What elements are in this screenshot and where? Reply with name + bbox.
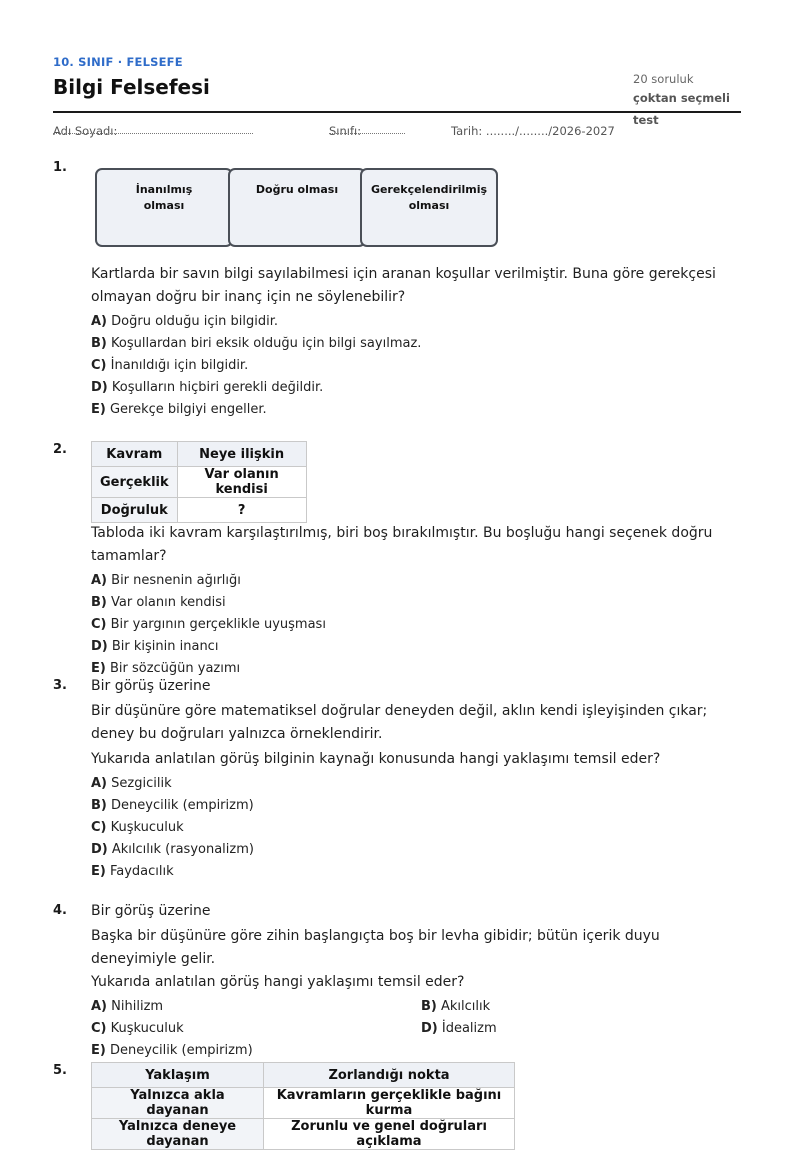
question-passage: Başka bir düşünüre göre zihin başlangıçta boş bir levha gibidir; bütün içerik duyu deneyimiyle gelir. <box>91 928 660 967</box>
question-number: 1. <box>53 160 67 175</box>
question-stem: Yukarıda anlatılan görüş bilginin kaynağı konusunda hangi yaklaşımı temsil eder? <box>91 751 661 767</box>
table-cell: Zorunlu ve genel doğruları açıklama <box>264 1119 515 1150</box>
question-stem: Tabloda iki kavram karşılaştırılmış, biri boş bırakılmıştır. Bu boşluğu hangi seçenek doğru tamamlar? <box>91 525 713 564</box>
option-a[interactable]: A) Bir nesnenin ağırlığı <box>91 573 241 588</box>
table-cell: Yalnızca deneye dayanan <box>92 1119 264 1150</box>
card-truth <box>228 168 366 247</box>
option-b[interactable]: B) Koşullardan biri eksik olduğu için bilgi sayılmaz. <box>91 336 422 351</box>
concept-table <box>91 441 307 523</box>
answer-options <box>91 311 741 421</box>
option-d[interactable]: D) Koşulların hiçbiri gerekli değildir. <box>91 380 324 395</box>
question-count: 20 soruluk <box>633 72 694 86</box>
table-header: Yaklaşım <box>92 1063 264 1088</box>
option-d[interactable]: D) Akılcılık (rasyonalizm) <box>91 842 254 857</box>
option-c[interactable]: C) Kuşkuculuk <box>91 1021 184 1036</box>
card-justification <box>360 168 498 247</box>
class-label: Sınıfı: <box>329 124 362 138</box>
card-label: İnanılmış olması <box>135 183 193 212</box>
question-stem: Kartlarda bir savın bilgi sayılabilmesi için aranan koşullar verilmiştir. Buna göre gerekçesi olmayan doğru bir inanç için ne söylenebilir? <box>91 266 716 305</box>
question-1 <box>91 263 741 421</box>
question-number: 2. <box>53 442 67 457</box>
answer-options <box>91 996 741 1062</box>
option-b[interactable]: B) Akılcılık <box>421 999 491 1014</box>
table-header: Zorlandığı nokta <box>264 1063 515 1088</box>
option-e[interactable]: E) Gerekçe bilgiyi engeller. <box>91 402 267 417</box>
table-cell: Gerçeklik <box>92 467 178 498</box>
test-type: çoktan seçmeli test <box>633 91 730 127</box>
test-info <box>633 71 741 131</box>
name-blank <box>53 124 253 134</box>
condition-cards <box>95 168 499 248</box>
option-e[interactable]: E) Deneycilik (empirizm) <box>91 1043 253 1058</box>
option-c[interactable]: C) Kuşkuculuk <box>91 820 184 835</box>
option-b[interactable]: B) Var olanın kendisi <box>91 595 226 610</box>
option-c[interactable]: C) Bir yargının gerçeklikle uyuşması <box>91 617 326 632</box>
name-label: Adı Soyadı: <box>53 124 118 138</box>
table-cell: Var olanın kendisi <box>177 467 306 498</box>
question-stem: Yukarıda anlatılan görüş hangi yaklaşımı temsil eder? <box>91 974 465 990</box>
option-e[interactable]: E) Bir sözcüğün yazımı <box>91 661 241 676</box>
option-b[interactable]: B) Deneycilik (empirizm) <box>91 798 254 813</box>
table-cell: Doğruluk <box>92 498 178 523</box>
worksheet-header <box>53 55 741 127</box>
question-intro: Bir görüş üzerine <box>91 678 211 694</box>
page-title: Bilgi Felsefesi <box>53 75 210 99</box>
option-a[interactable]: A) Nihilizm <box>91 999 164 1014</box>
card-belief <box>95 168 233 247</box>
date-field: Tarih: ......../......../2026-2027 <box>451 124 615 138</box>
option-e[interactable]: E) Faydacılık <box>91 864 174 879</box>
course-kicker: 10. SINIF · FELSEFE <box>53 55 183 69</box>
option-c[interactable]: C) İnanıldığı için bilgidir. <box>91 358 249 373</box>
table-header: Neye ilişkin <box>177 442 306 467</box>
option-a[interactable]: A) Doğru olduğu için bilgidir. <box>91 314 278 329</box>
table-header: Kavram <box>92 442 178 467</box>
approach-table <box>91 1062 515 1150</box>
question-passage: Bir düşünüre göre matematiksel doğrular deneyden değil, aklın kendi işleyişinden çıkar; deney bu doğruları yalnızca örneklendirir. <box>91 703 708 742</box>
question-2 <box>91 522 741 680</box>
question-4 <box>91 900 741 1062</box>
question-number: 3. <box>53 678 67 693</box>
answer-options <box>91 570 741 680</box>
option-d[interactable]: D) Bir kişinin inancı <box>91 639 219 654</box>
card-label: Gerekçelendirilmiş olması <box>370 183 488 212</box>
question-3 <box>91 675 741 883</box>
question-number: 5. <box>53 1063 67 1078</box>
class-blank <box>329 124 405 134</box>
option-a[interactable]: A) Sezgicilik <box>91 776 172 791</box>
table-cell: Kavramların gerçeklikle bağını kurma <box>264 1088 515 1119</box>
question-intro: Bir görüş üzerine <box>91 903 211 919</box>
table-cell: Yalnızca akla dayanan <box>92 1088 264 1119</box>
student-info-row <box>53 124 741 140</box>
option-d[interactable]: D) İdealizm <box>421 1021 497 1036</box>
question-number: 4. <box>53 903 67 918</box>
answer-options <box>91 773 741 883</box>
table-cell: ? <box>177 498 306 523</box>
card-label: Doğru olması <box>255 183 339 196</box>
